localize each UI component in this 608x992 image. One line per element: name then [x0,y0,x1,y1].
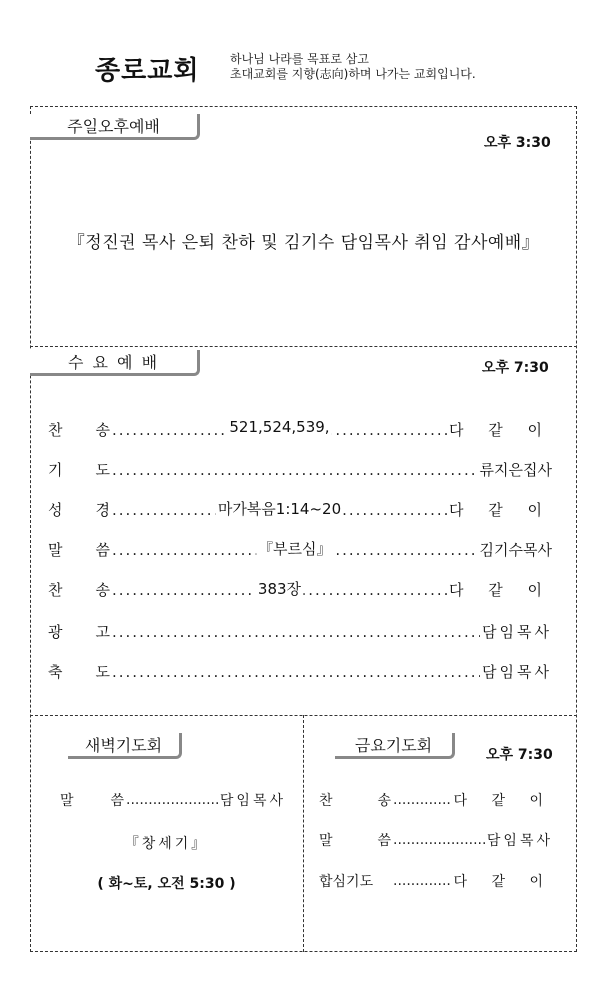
church-name: 종로교회 [95,56,200,86]
motto-line-2: 초대교회를 지향(志向)하며 나가는 교회입니다. [230,67,476,81]
special-service-title: 『정진권 목사 은퇴 찬하 및 김기수 담임목사 취임 감사예배』 [67,233,540,253]
friday-order-row: 찬 송 ..... 다 같 이 [319,789,553,811]
divider-dawn-friday [303,715,304,952]
dawn-sermon-row: 말 씀 ..... 담임목사 [60,789,286,811]
order-row: 성 경 ..... 마가복음1:14~20 다 같 이 [48,498,552,520]
divider-after-sunday [30,346,577,347]
motto-line-1: 하나님 나라를 목표로 삼고 [230,52,369,66]
church-motto [230,52,476,82]
wednesday-service-title: 수 요 예 배 [30,350,200,376]
friday-prayer-title: 금요기도회 [335,733,455,759]
order-row: 축 도 ..... 담임목사 [48,660,552,682]
friday-order-row: 합심기도 ..... 다 같 이 [319,870,553,892]
dawn-sermon-book: 『창세기』 [124,836,209,852]
order-row: 기 도 ..... 류지은집사 [48,458,552,480]
order-row: 찬 송 ..... 521,524,539, 다 같 이 [48,418,552,440]
order-row: 찬 송 ..... 383장 다 같 이 [48,578,552,600]
bulletin-header [0,40,608,90]
wednesday-service-time: 오후 7:30 [482,360,549,376]
friday-order-row: 말 씀 ..... 담임목사 [319,829,553,851]
order-row: 말 씀 ..... 『부르심』 김기수목사 [48,538,552,560]
order-row: 광 고 ..... 담임목사 [48,620,552,642]
friday-prayer-time: 오후 7:30 [486,747,553,763]
dawn-schedule: ( 화~토, 오전 5:30 ) [97,876,236,892]
sunday-afternoon-time: 오후 3:30 [484,135,551,151]
dawn-prayer-title: 새벽기도회 [68,733,182,759]
sunday-afternoon-title: 주일오후예배 [30,114,200,140]
